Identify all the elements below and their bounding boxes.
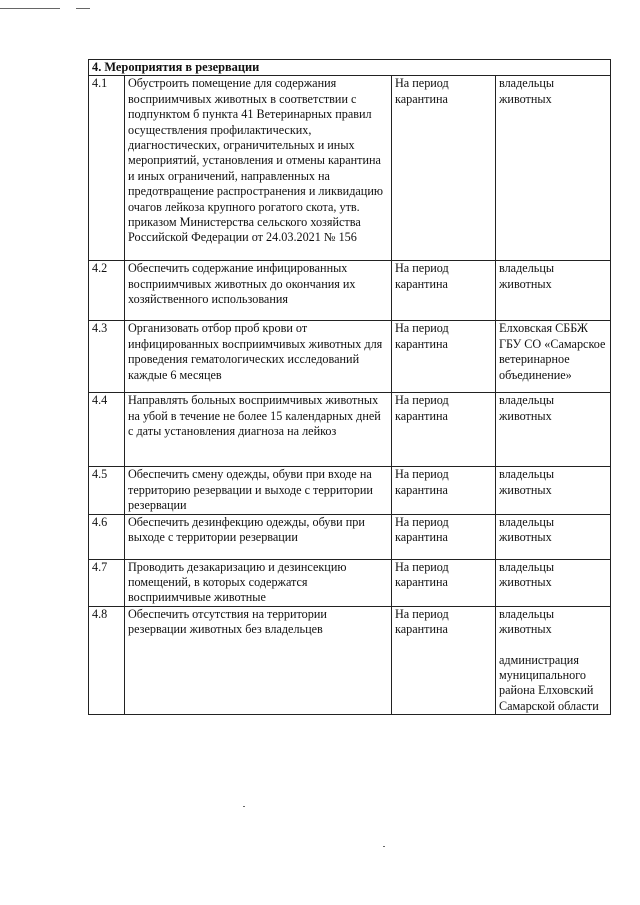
spacer (499, 638, 607, 653)
row-task: Обеспечить смену одежды, обуви при входе на территорию резервации и выходе с территории резервации (125, 467, 392, 514)
table-row (89, 467, 611, 514)
row-task: Организовать отбор проб крови от инфицированных восприимчивых животных для проведения гематологических исследований каждые 6 месяцев (125, 321, 392, 393)
responsible-line: владельцы животных (499, 467, 555, 497)
row-responsible (496, 467, 611, 514)
table-row (89, 606, 611, 714)
row-responsible (496, 393, 611, 467)
scan-artifact (0, 8, 60, 9)
row-responsible (496, 76, 611, 261)
responsible-line: владельцы животных (499, 559, 555, 590)
table-row (89, 393, 611, 467)
responsible-line: владельцы животных (499, 606, 555, 637)
row-task: Направлять больных восприимчивых животных на убой в течение не более 15 календарных дней с даты установления диагноза на лейкоз (125, 393, 392, 467)
row-responsible (496, 261, 611, 321)
row-term: На период карантина (392, 559, 496, 606)
row-number: 4.4 (89, 393, 125, 467)
table-row (89, 321, 611, 393)
row-responsible (496, 321, 611, 393)
row-number: 4.8 (89, 606, 125, 714)
row-number: 4.3 (89, 321, 125, 393)
responsible-line: владельцы животных (499, 393, 555, 423)
section-header-row (89, 60, 611, 76)
responsible-line: владельцы животных (499, 76, 555, 106)
row-responsible (496, 559, 611, 606)
row-number: 4.5 (89, 467, 125, 514)
row-responsible (496, 514, 611, 559)
responsible-line: администрация муниципального района Елховский Самарской области (499, 652, 599, 713)
row-responsible (496, 606, 611, 714)
scan-dot (383, 846, 385, 847)
measures-table (88, 59, 611, 715)
scan-dot (243, 806, 245, 807)
responsible-line: владельцы животных (499, 514, 555, 545)
row-task: Обустроить помещение для содержания восприимчивых животных в соответствии с подпунктом б пункта 41 Ветеринарных правил осуществления профилактических, диагностических, ограничительных и иных мероприятий, установления и отмены карантина и иных ограничений, направленных на предотвращение распространения и ликвидацию очагов лейкоза крупного рогатого скота, утв. приказом Министерства сельского хозяйства Российской Федерации от 24.03.2021 № 156 (125, 76, 392, 261)
row-task: Обеспечить содержание инфицированных восприимчивых животных до окончания их хозяйственного использования (125, 261, 392, 321)
row-term: На период карантина (392, 467, 496, 514)
row-term: На период карантина (392, 321, 496, 393)
row-number: 4.1 (89, 76, 125, 261)
section-title: 4. Мероприятия в резервации (89, 60, 611, 76)
row-term: На период карантина (392, 514, 496, 559)
row-task: Проводить дезакаризацию и дезинсекцию помещений, в которых содержатся восприимчивые животные (125, 559, 392, 606)
row-number: 4.2 (89, 261, 125, 321)
row-term: На период карантина (392, 261, 496, 321)
row-task: Обеспечить дезинфекцию одежды, обуви при выходе с территории резервации (125, 514, 392, 559)
row-task: Обеспечить отсутствия на территории резервации животных без владельцев (125, 606, 392, 714)
scan-artifact (76, 8, 90, 9)
row-number: 4.7 (89, 559, 125, 606)
table-row (89, 559, 611, 606)
row-term: На период карантина (392, 393, 496, 467)
row-term: На период карантина (392, 606, 496, 714)
row-term: На период карантина (392, 76, 496, 261)
table-row (89, 76, 611, 261)
responsible-line: владельцы животных (499, 261, 555, 291)
table-row (89, 261, 611, 321)
responsible-line: Елховская СББЖ ГБУ СО «Самарское ветеринарное объединение» (499, 321, 606, 382)
row-number: 4.6 (89, 514, 125, 559)
table-row (89, 514, 611, 559)
